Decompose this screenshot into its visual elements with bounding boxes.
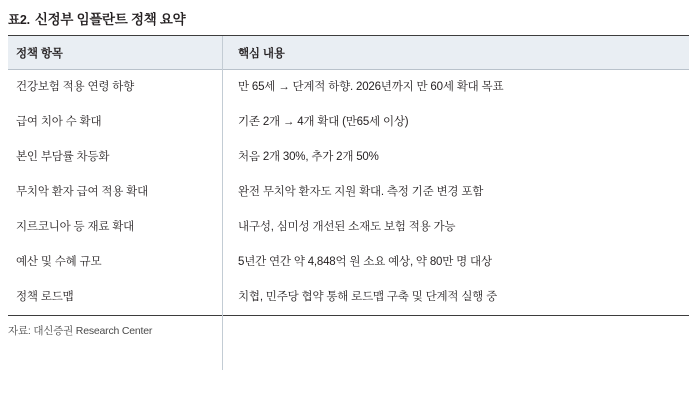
table-header bbox=[8, 36, 689, 70]
cell-content: 완전 무치악 환자도 지원 확대. 측정 기준 변경 포함 bbox=[238, 185, 484, 198]
table-body bbox=[8, 70, 689, 316]
table-row bbox=[8, 280, 689, 315]
table-row bbox=[8, 140, 689, 175]
cell-content: 내구성, 심미성 개선된 소재도 보험 적용 가능 bbox=[238, 220, 456, 233]
cell-content: 처음 2개 30%, 추가 2개 50% bbox=[238, 150, 379, 163]
column-header-item: 정책 항목 bbox=[8, 36, 230, 70]
cell-item: 정책 로드맵 bbox=[16, 290, 74, 303]
column-divider bbox=[222, 36, 223, 370]
cell-item: 건강보험 적용 연령 하향 bbox=[16, 81, 135, 93]
table-row bbox=[8, 70, 689, 105]
cell-item: 지르코니아 등 재료 확대 bbox=[16, 220, 135, 233]
table-row bbox=[8, 210, 689, 245]
cell-item: 본인 부담률 차등화 bbox=[16, 150, 110, 163]
cell-content: 만 65세 → 단계적 하향. 2026년까지 만 60세 확대 목표 bbox=[238, 81, 504, 93]
table-row bbox=[8, 245, 689, 280]
column-header-content: 핵심 내용 bbox=[230, 36, 689, 70]
table-title-text: 신정부 임플란트 정책 요약 bbox=[34, 12, 186, 27]
table-header-row bbox=[8, 36, 689, 70]
cell-item: 무치악 환자 급여 적용 확대 bbox=[16, 185, 148, 198]
cell-content: 치협, 민주당 협약 통해 로드맵 구축 및 단계적 실행 중 bbox=[238, 290, 498, 303]
table-row bbox=[8, 105, 689, 140]
cell-content: 5년간 연간 약 4,848억 원 소요 예상, 약 80만 명 대상 bbox=[238, 255, 492, 268]
cell-item: 급여 치아 수 확대 bbox=[16, 115, 102, 128]
cell-content: 기존 2개 → 4개 확대 (만65세 이상) bbox=[238, 115, 409, 128]
table-number-label: 표2. bbox=[8, 13, 30, 27]
table-row bbox=[8, 175, 689, 210]
table-title bbox=[8, 0, 689, 35]
policy-table bbox=[8, 35, 689, 316]
source-note: 자료: 대신증권 Research Center bbox=[8, 324, 153, 337]
cell-item: 예산 및 수혜 규모 bbox=[16, 255, 102, 268]
